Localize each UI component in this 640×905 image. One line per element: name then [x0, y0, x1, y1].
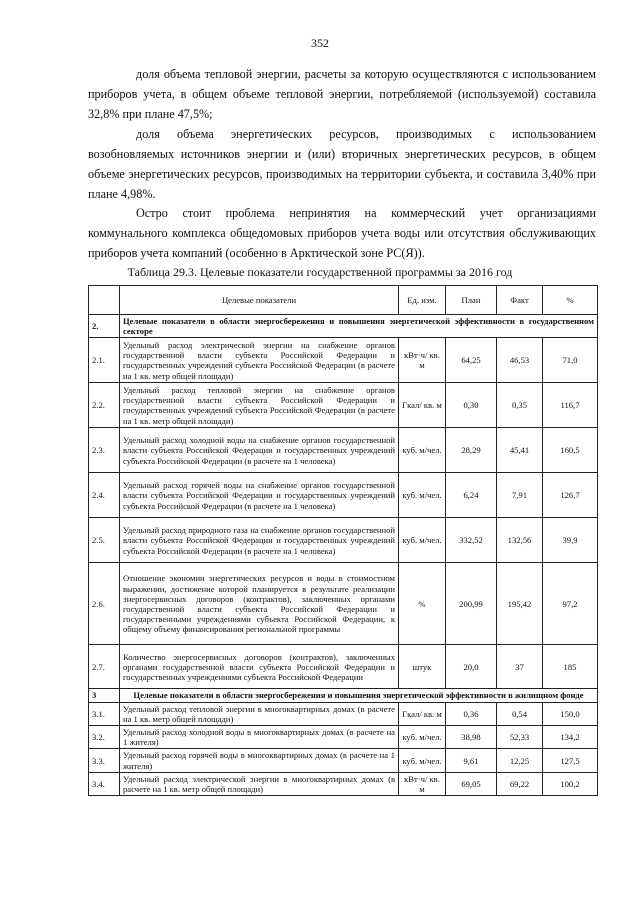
percent-value: 100,2: [543, 772, 598, 795]
percent-value: 39,9: [543, 518, 598, 563]
percent-value: 116,7: [543, 383, 598, 428]
fact-value: 46,53: [497, 338, 543, 383]
unit-cell: кВт·ч/ кв. м: [399, 772, 446, 795]
fact-value: 69,22: [497, 772, 543, 795]
indicator-name: Удельный расход тепловой энергии на снабжение органов государственной власти субъекта Российской Федерации и государственных учреждений субъекта Российской Федерации (в расчете на 1 кв. метр общей площади): [120, 383, 399, 428]
indicator-name: Удельный расход холодной воды на снабжение органов государственной власти субъекта Российской Федерации и государственных учреждений субъекта Российской Федерации (в расчете на 1 человека): [120, 428, 399, 473]
indicator-name: Удельный расход горячей воды в многоквартирных домах (в расчете на 1 жителя): [120, 749, 399, 772]
fact-value: 37: [497, 645, 543, 689]
plan-value: 28,29: [446, 428, 497, 473]
table-header-row: [89, 286, 598, 315]
fact-value: 0,54: [497, 702, 543, 725]
unit-cell: куб. м/чел.: [399, 749, 446, 772]
percent-value: 71,0: [543, 338, 598, 383]
fact-value: 7,91: [497, 473, 543, 518]
unit-cell: кВт·ч/ кв. м: [399, 338, 446, 383]
plan-value: 6,24: [446, 473, 497, 518]
fact-value: 45,41: [497, 428, 543, 473]
fact-value: 195,42: [497, 563, 543, 645]
unit-cell: Гкал/ кв. м: [399, 383, 446, 428]
fact-value: 52,33: [497, 726, 543, 749]
target-indicators-table: [88, 285, 598, 796]
plan-value: 200,99: [446, 563, 497, 645]
unit-cell: %: [399, 563, 446, 645]
section-row: [89, 689, 598, 702]
header-num: [89, 286, 120, 315]
row-number: 2.1.: [89, 338, 120, 383]
percent-value: 150,0: [543, 702, 598, 725]
plan-value: 0,36: [446, 702, 497, 725]
row-number: 2.7.: [89, 645, 120, 689]
page-number: 352: [311, 36, 329, 50]
table-row: [89, 726, 598, 749]
row-number: 2.5.: [89, 518, 120, 563]
unit-cell: куб. м/чел.: [399, 428, 446, 473]
section-title: Целевые показатели в области энергосбережения и повышения энергетической эффективности в государственном секторе: [120, 315, 598, 338]
table-row: [89, 473, 598, 518]
row-number: 2.6.: [89, 563, 120, 645]
unit-cell: куб. м/чел.: [399, 518, 446, 563]
table-caption: Таблица 29.3. Целевые показатели государственной программы за 2016 год: [127, 265, 513, 279]
unit-cell: штук: [399, 645, 446, 689]
row-number: 3.4.: [89, 772, 120, 795]
unit-cell: куб. м/чел.: [399, 473, 446, 518]
table-row: [89, 563, 598, 645]
unit-cell: куб. м/чел.: [399, 726, 446, 749]
percent-value: 127,5: [543, 749, 598, 772]
indicator-name: Количество энергосервисных договоров (контрактов), заключенных органами государственной власти субъекта Российской Федерации и государственных учреждениями субъекта Российской Федерации: [120, 645, 399, 689]
table-row: [89, 338, 598, 383]
header-fact: Факт: [497, 286, 543, 315]
row-number: 2.3.: [89, 428, 120, 473]
plan-value: 38,98: [446, 726, 497, 749]
plan-value: 69,05: [446, 772, 497, 795]
indicator-name: Удельный расход холодной воды в многоквартирных домах (в расчете на 1 жителя): [120, 726, 399, 749]
percent-value: 126,7: [543, 473, 598, 518]
indicator-name: Удельный расход горячей воды на снабжение органов государственной власти субъекта Российской Федерации и государственных учреждений субъекта Российской Федерации (в расчете на 1 человека): [120, 473, 399, 518]
row-number: 3.3.: [89, 749, 120, 772]
percent-value: 160,5: [543, 428, 598, 473]
paragraph-renewable-share: доля объема энергетических ресурсов, производимых с использованием возобновляемых источников энергии и (или) вторичных энергетических ресурсов, в общем объеме энергетических ресурсов, производимых на территории субъекта, и составила 3,40% при плане 4,98%.: [88, 127, 596, 201]
row-number: 3.2.: [89, 726, 120, 749]
fact-value: 132,56: [497, 518, 543, 563]
percent-value: 185: [543, 645, 598, 689]
indicator-name: Удельный расход электрической энергии на снабжение органов государственной власти субъекта Российской Федерации и государственных учреждений субъекта Российской Федерации (в расчете на 1 кв. метр общей площади): [120, 338, 399, 383]
header-unit: Ед. изм.: [399, 286, 446, 315]
table-row: [89, 645, 598, 689]
section-title: Целевые показатели в области энергосбережения и повышения энергетической эффективности в жилищном фонде: [120, 689, 598, 702]
plan-value: 9,61: [446, 749, 497, 772]
table-row: [89, 772, 598, 795]
plan-value: 332,52: [446, 518, 497, 563]
plan-value: 64,25: [446, 338, 497, 383]
row-number: 3.1.: [89, 702, 120, 725]
table-row: [89, 749, 598, 772]
section-number: 2.: [89, 315, 120, 338]
section-row: [89, 315, 598, 338]
plan-value: 0,30: [446, 383, 497, 428]
percent-value: 134,2: [543, 726, 598, 749]
table-row: [89, 702, 598, 725]
row-number: 2.2.: [89, 383, 120, 428]
table-row: [89, 518, 598, 563]
table-row: [89, 383, 598, 428]
indicator-name: Удельный расход природного газа на снабжение органов государственной власти субъекта Российской Федерации и государственных учреждений субъекта Российской Федерации (в расчете на 1 человека): [120, 518, 399, 563]
indicator-name: Удельный расход электрической энергии в многоквартирных домах (в расчете на 1 кв. метр общей площади): [120, 772, 399, 795]
header-percent: %: [543, 286, 598, 315]
paragraph-metering-problem: Остро стоит проблема непринятия на коммерческий учет организациями коммунального комплекса общедомовых приборов учета воды или отсутствия обслуживающих приборов учета компаний (особенно в Арктической зоне РС(Я)).: [88, 206, 596, 260]
percent-value: 97,2: [543, 563, 598, 645]
header-plan: План: [446, 286, 497, 315]
indicator-name: Удельный расход тепловой энергии в многоквартирных домах (в расчете на 1 кв. метр общей площади): [120, 702, 399, 725]
paragraph-heat-metering: доля объема тепловой энергии, расчеты за которую осуществляются с использованием приборов учета, в общем объеме тепловой энергии, потребляемой (используемой) составила 32,8% при плане 47,5%;: [88, 67, 596, 121]
section-number: 3: [89, 689, 120, 702]
table-row: [89, 428, 598, 473]
unit-cell: Гкал/ кв. м: [399, 702, 446, 725]
row-number: 2.4.: [89, 473, 120, 518]
fact-value: 0,35: [497, 383, 543, 428]
indicator-name: Отношение экономии энергетических ресурсов и воды в стоимостном выражении, достижение которой планируется в результате реализации энергосервисных договоров (контрактов), заключенных органами государственной власти субъекта Российской Федерации и государственными учреждениями субъекта Российской Федерации, к общему объему финансирования региональной программы: [120, 563, 399, 645]
header-indicators: Целевые показатели: [120, 286, 399, 315]
fact-value: 12,25: [497, 749, 543, 772]
plan-value: 20,0: [446, 645, 497, 689]
